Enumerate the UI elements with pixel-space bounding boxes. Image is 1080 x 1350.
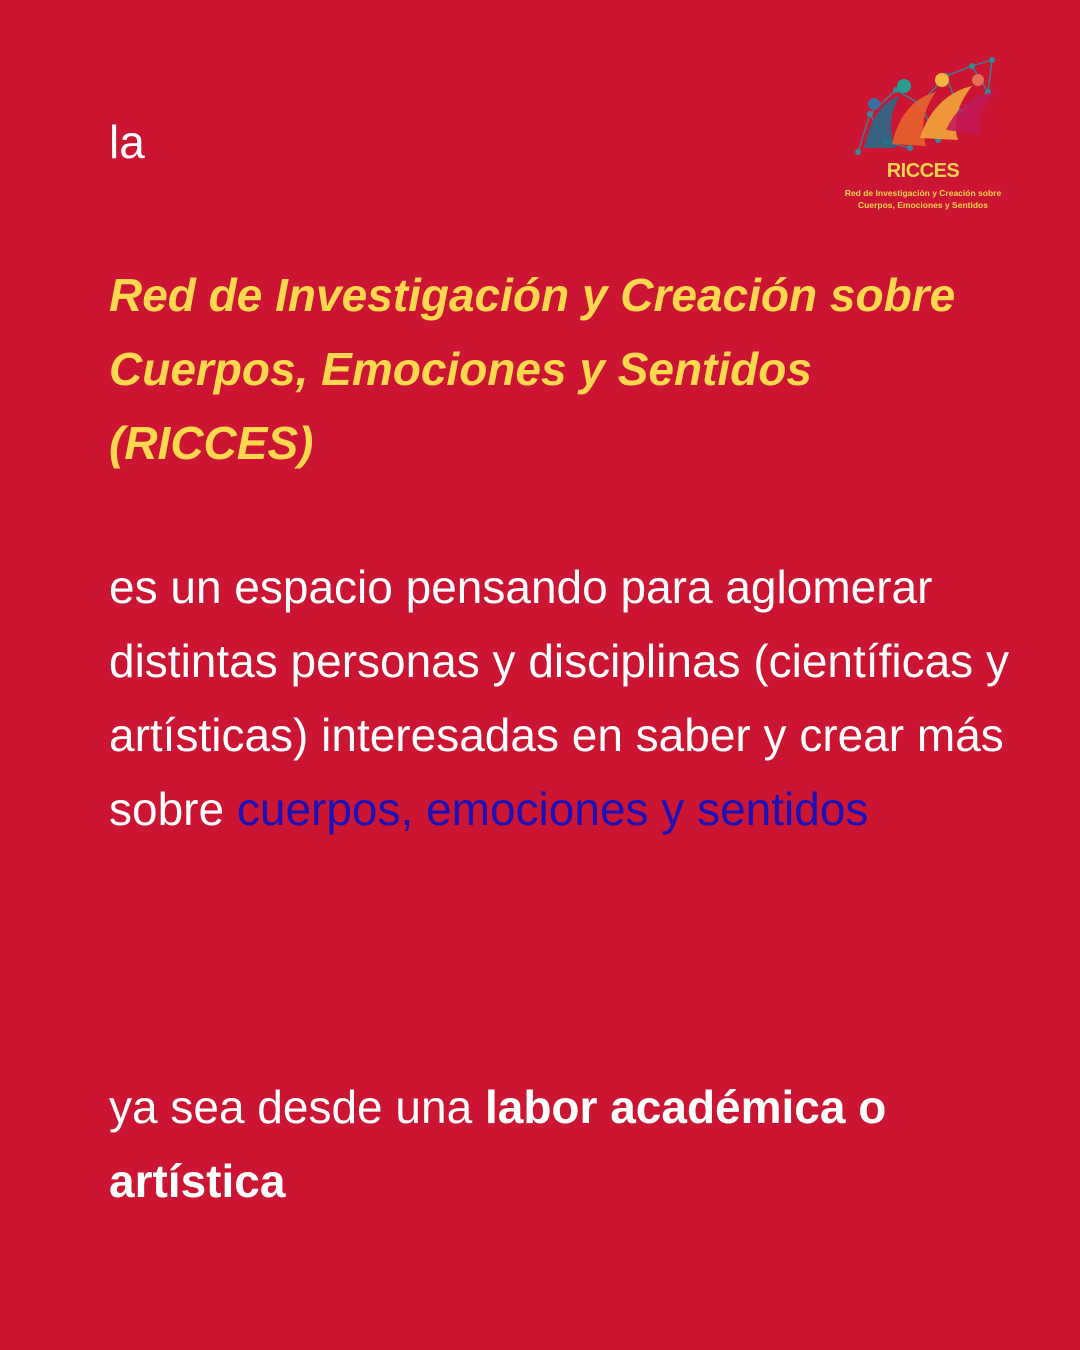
closing-text: ya sea desde una bbox=[109, 1081, 485, 1133]
closing-paragraph bbox=[109, 1070, 1009, 1218]
network-title: Red de Investigación y Creación sobre Cuerpos, Emociones y Sentidos (RICCES) bbox=[109, 269, 956, 469]
description-paragraph bbox=[109, 550, 1009, 846]
description-highlight: cuerpos, emociones y sentidos bbox=[236, 783, 869, 835]
network-figures-icon bbox=[850, 52, 1000, 160]
intro-text: la bbox=[109, 116, 145, 168]
closing-bold: labor académica o artística bbox=[109, 1081, 887, 1207]
logo-subtitle-line1: Red de Investigación y Creación sobre bbox=[844, 188, 1002, 198]
description-text: es un espacio pensando para aglomerar distintas personas y disciplinas (científicas y artísticas) interesadas en saber y crear más sobre bbox=[109, 561, 1009, 835]
ricces-logo bbox=[838, 52, 1018, 222]
logo-title: RICCES bbox=[886, 160, 960, 182]
logo-subtitle-line2: Cuerpos, Emociones y Sentidos bbox=[858, 200, 988, 210]
